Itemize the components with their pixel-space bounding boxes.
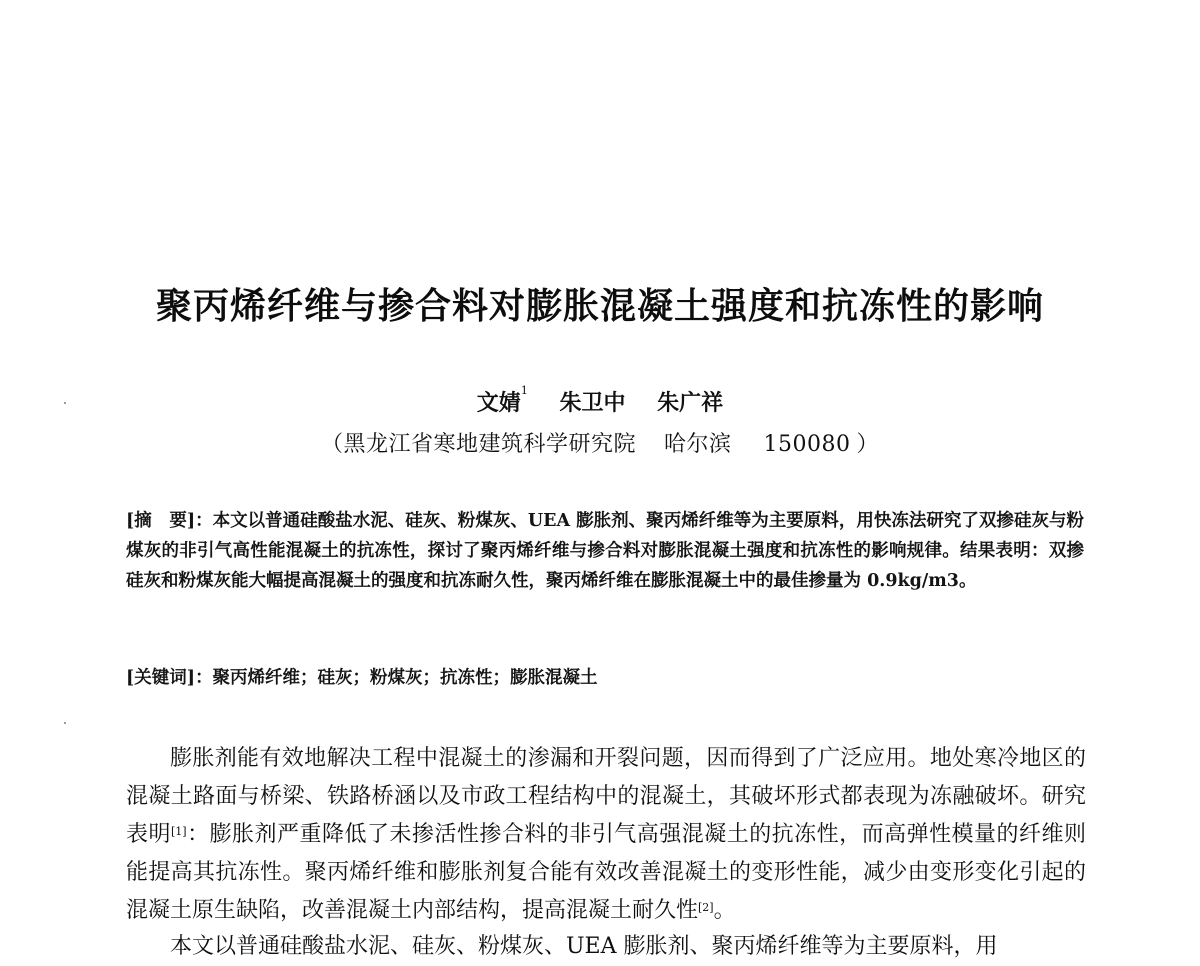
abstract-text: ：本文以普通硅酸盐水泥、硅灰、粉煤灰、UEA 膨胀剂、聚丙烯纤维等为主要原料，用快冻法研究了双掺硅灰与粉煤灰的非引气高性能混凝土的抗冻性，探讨了聚丙烯纤维与掺合料对膨胀混凝土强度和抗冻性的影响规律。结果表明：双掺硅灰和粉煤灰能大幅提高混凝土的强度和抗冻耐久性，聚丙烯纤维在膨胀混凝土中的最佳掺量为 0.9kg/m3。 — [126, 511, 1084, 591]
author-affiliation-mark: 1 — [520, 384, 528, 397]
affiliation-postcode: 150080 — [763, 432, 851, 457]
body-text-segment: 膨胀剂能有效地解决工程中混凝土的渗漏和开裂问题，因而得到了广泛应用。地处寒冷地区的混凝土路面与桥梁、铁路桥涵以及市政工程结构中的混凝土，其破坏形式都表现为冻融破坏。研究表明 — [126, 746, 1086, 847]
next-paragraph: 本文以普通硅酸盐水泥、硅灰、粉煤灰、UEA 膨胀剂、聚丙烯纤维等为主要原料，用 — [170, 934, 998, 959]
affiliation-close-paren: ） — [856, 432, 880, 457]
keywords-label: [关键词] — [126, 668, 196, 688]
body-text-segment: ：膨胀剂严重降低了未掺活性掺合料的非引气高强混凝土的抗冻性，而高弹性模量的纤维则能提高其抗冻性。聚丙烯纤维和膨胀剂复合能有效改善混凝土的变形性能，减少由变形变化引起的混凝土原生缺陷，改善混凝土内部结构，提高混凝土耐久性 — [126, 822, 1086, 923]
paper-title: 聚丙烯纤维与掺合料对膨胀混凝土强度和抗冻性的影响 — [155, 286, 1044, 327]
affiliation-institute: 黑龙江省寒地建筑科学研究院 — [343, 432, 636, 457]
author-name: 朱卫中 — [559, 390, 626, 416]
citation-ref: [1] — [170, 825, 187, 838]
affiliation-city: 哈尔滨 — [664, 432, 732, 457]
author-name: 朱广祥 — [657, 390, 724, 416]
author — [477, 386, 528, 417]
author-name: 文婧 — [476, 390, 521, 416]
scan-mark — [64, 722, 66, 724]
citation-ref: [2] — [698, 901, 714, 914]
affiliation-open-paren: （ — [320, 432, 344, 457]
author — [657, 386, 723, 417]
keywords-text: ：聚丙烯纤维；硅灰；粉煤灰；抗冻性；膨胀混凝土 — [195, 668, 598, 688]
author-list — [0, 386, 1200, 417]
abstract-label: [摘 要] — [126, 511, 196, 531]
body-text-segment: 。 — [713, 898, 736, 923]
affiliation — [0, 427, 1200, 458]
intro-paragraph — [126, 740, 1086, 930]
keywords — [126, 664, 1084, 689]
abstract — [126, 506, 1084, 596]
author — [559, 386, 625, 417]
